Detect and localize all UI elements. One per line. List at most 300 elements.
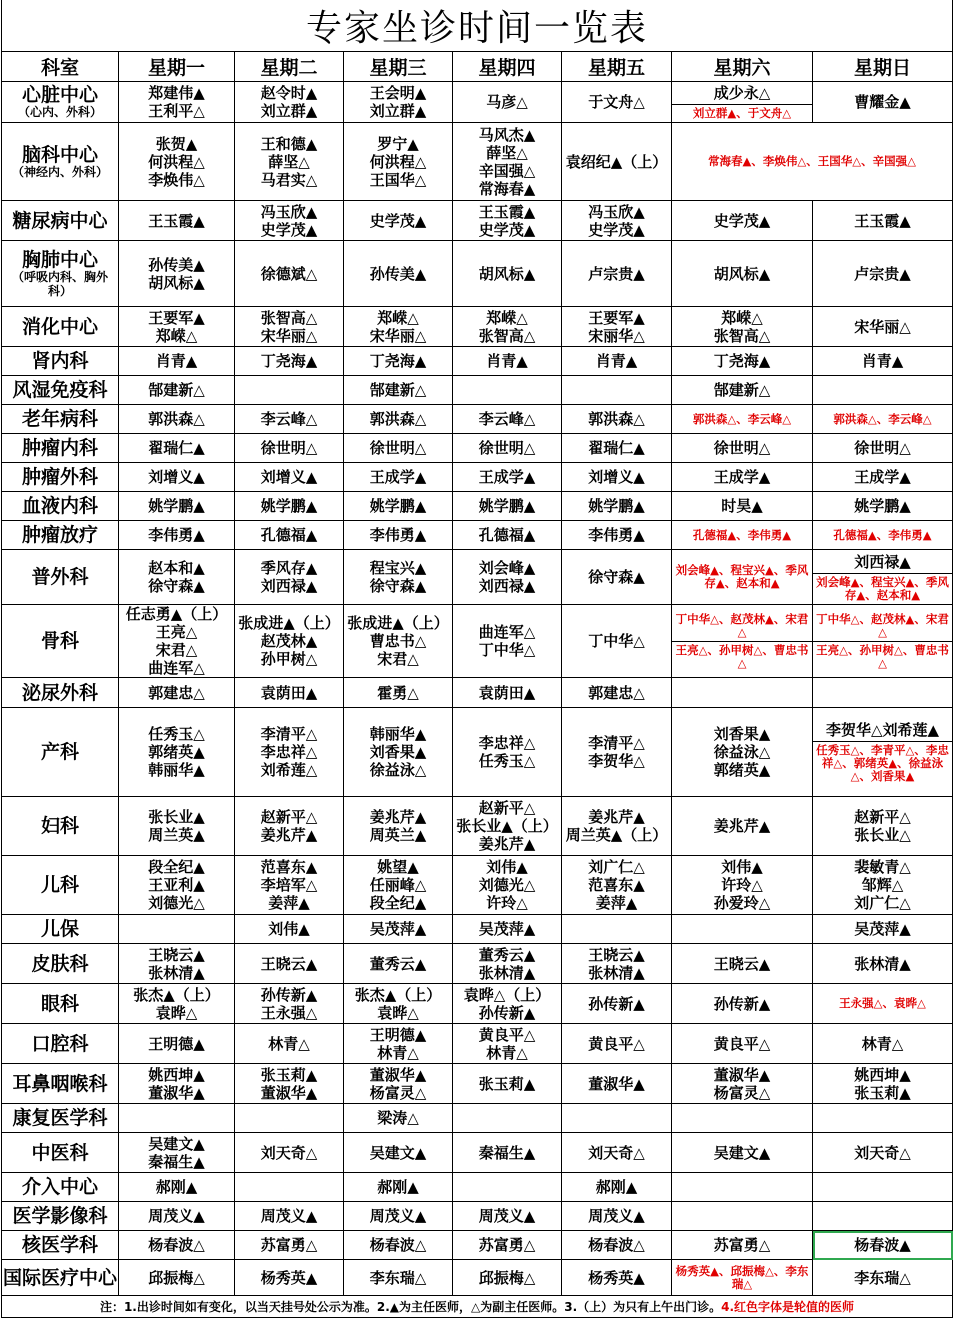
day-cell bbox=[235, 201, 344, 241]
doctor-name: 王成学▲ bbox=[369, 468, 427, 486]
doctor-name: 李东瑞△ bbox=[854, 1268, 911, 1287]
doctor-name: 李云峰△ bbox=[478, 410, 536, 428]
day-cell bbox=[672, 123, 953, 201]
doctor-name: 张林清▲ bbox=[478, 963, 536, 982]
day-cell bbox=[119, 201, 235, 241]
day-cell bbox=[344, 1202, 453, 1231]
day-cell bbox=[453, 307, 562, 347]
day-cell bbox=[453, 434, 562, 463]
doctor-name: 刘天奇△ bbox=[854, 1143, 911, 1162]
doctor-name: 杨秀英▲、邱振梅△、李东瑞△ bbox=[675, 1263, 809, 1291]
schedule-row bbox=[2, 1024, 953, 1064]
schedule-row bbox=[2, 984, 953, 1024]
doctor-name: 于文舟△ bbox=[588, 93, 645, 111]
doctor-name: 袁晔△ bbox=[377, 1003, 419, 1022]
doctor-name: 丁中华△ bbox=[588, 632, 645, 650]
day-cell bbox=[672, 434, 813, 463]
day-cell bbox=[344, 376, 453, 405]
doctor-name: 周兰英▲ bbox=[148, 826, 205, 844]
doctor-name: 梁涛△ bbox=[377, 1109, 419, 1127]
schedule-row bbox=[2, 1064, 953, 1104]
doctor-name: 黄良平△ bbox=[478, 1025, 536, 1044]
doctor-name: 冯玉欣▲ bbox=[260, 202, 318, 221]
doctor-name: 郭建忠△ bbox=[148, 683, 205, 702]
doctor-name: 邱振梅△ bbox=[478, 1268, 536, 1287]
department-subtitle: （心内、外科） bbox=[17, 105, 102, 119]
doctor-name: 郭洪森△ bbox=[369, 410, 427, 428]
day-cell bbox=[453, 123, 562, 201]
department-cell bbox=[2, 463, 119, 492]
doctor-name: 刘德光△ bbox=[478, 876, 536, 894]
doctor-name: 姚西坤▲ bbox=[148, 1065, 205, 1084]
doctor-name: 史学茂▲ bbox=[478, 220, 536, 239]
doctor-name: 刘广仁△ bbox=[854, 894, 911, 912]
day-cell bbox=[813, 241, 953, 307]
day-cell bbox=[235, 856, 344, 915]
doctor-name: 张长业▲（上） bbox=[456, 817, 558, 835]
doctor-name: 孙传美▲ bbox=[369, 264, 427, 283]
doctor-name: 王成学▲ bbox=[854, 468, 911, 486]
day-cell bbox=[672, 1104, 813, 1133]
day-cell bbox=[672, 984, 813, 1024]
doctor-name: 王亮△、孙甲树△、曹忠书△ bbox=[816, 642, 949, 670]
doctor-name: 王和德▲ bbox=[260, 134, 318, 153]
doctor-name: 薛坚△ bbox=[268, 152, 310, 171]
day-cell bbox=[453, 241, 562, 307]
department-cell bbox=[2, 123, 119, 201]
day-cell bbox=[672, 201, 813, 241]
department-cell bbox=[2, 1260, 119, 1296]
day-cell bbox=[119, 984, 235, 1024]
doctor-name: 孙传新▲ bbox=[713, 994, 771, 1013]
doctor-name: 姚学鹏▲ bbox=[588, 497, 645, 515]
schedule-row bbox=[2, 82, 953, 123]
day-cell bbox=[344, 797, 453, 856]
day-cell bbox=[453, 405, 562, 434]
doctor-name: 李东瑞△ bbox=[369, 1268, 427, 1287]
doctor-name: 丁中华△、赵茂林▲、宋君△ bbox=[816, 611, 949, 639]
day-cell bbox=[235, 434, 344, 463]
day-cell bbox=[235, 984, 344, 1024]
doctor-name: 程宝兴▲ bbox=[369, 559, 427, 577]
department-cell bbox=[2, 405, 119, 434]
department-name: 骨科 bbox=[40, 630, 79, 652]
doctor-name: 孙甲树△ bbox=[260, 650, 318, 668]
department-name: 产科 bbox=[40, 741, 79, 763]
department-cell bbox=[2, 1202, 119, 1231]
doctor-name: 卢宗贵▲ bbox=[588, 264, 645, 283]
doctor-name: 李培军△ bbox=[260, 876, 318, 894]
doctor-name: 周茂义▲ bbox=[260, 1207, 318, 1225]
day-cell bbox=[344, 856, 453, 915]
department-name: 脑科中心 bbox=[21, 143, 98, 166]
day-cell bbox=[453, 521, 562, 550]
doctor-name: 郜建新△ bbox=[369, 381, 427, 399]
doctor-name: 肖青▲ bbox=[155, 352, 198, 370]
doctor-name: 刘增义▲ bbox=[148, 468, 205, 486]
doctor-name: 丁尧海▲ bbox=[260, 352, 318, 370]
doctor-name: 肖青▲ bbox=[861, 352, 904, 370]
doctor-name: 宋华丽△ bbox=[854, 317, 911, 336]
schedule-row bbox=[2, 123, 953, 201]
department-name: 心脏中心 bbox=[21, 84, 98, 106]
doctor-name: 姜兆芹▲ bbox=[478, 835, 536, 853]
doctor-name: 赵令时▲ bbox=[260, 84, 318, 102]
doctor-name: 季风存▲ bbox=[260, 559, 318, 577]
doctor-name: 李贺华△ bbox=[588, 752, 645, 770]
doctor-name: 周茂义▲ bbox=[148, 1207, 205, 1225]
doctor-name: 刘西禄▲ bbox=[260, 577, 318, 595]
day-cell bbox=[119, 856, 235, 915]
day-cell bbox=[453, 984, 562, 1024]
day-cell bbox=[344, 915, 453, 944]
doctor-name: 徐德斌△ bbox=[260, 264, 318, 283]
doctor-name: 翟瑞仁▲ bbox=[588, 439, 645, 457]
day-cell bbox=[344, 1173, 453, 1202]
department-name: 胸肺中心 bbox=[21, 248, 98, 271]
day-cell bbox=[813, 550, 953, 605]
department-name: 核医学科 bbox=[21, 1234, 98, 1256]
doctor-name: 成少永△ bbox=[713, 84, 771, 102]
day-cell bbox=[344, 463, 453, 492]
doctor-name: 王晓云▲ bbox=[713, 954, 771, 973]
day-cell bbox=[562, 434, 672, 463]
schedule-row bbox=[2, 605, 953, 678]
day-cell bbox=[672, 521, 813, 550]
doctor-name: 徐世明△ bbox=[369, 439, 427, 457]
schedule-row bbox=[2, 1202, 953, 1231]
doctor-name: 苏富勇△ bbox=[713, 1236, 771, 1254]
day-cell bbox=[119, 1064, 235, 1104]
department-cell bbox=[2, 492, 119, 521]
day-cell bbox=[672, 1133, 813, 1173]
doctor-name: 姚学鹏▲ bbox=[260, 497, 318, 515]
doctor-name: 林青△ bbox=[268, 1034, 310, 1053]
day-cell bbox=[235, 241, 344, 307]
day-cell bbox=[235, 521, 344, 550]
department-cell bbox=[2, 1231, 119, 1260]
doctor-name: 姜萍▲ bbox=[268, 894, 310, 912]
day-cell bbox=[672, 944, 813, 984]
doctor-name: 丁尧海▲ bbox=[713, 352, 771, 370]
day-cell bbox=[235, 376, 344, 405]
doctor-name: 李忠祥△ bbox=[478, 734, 536, 752]
department-name: 中医科 bbox=[31, 1141, 89, 1164]
day-cell bbox=[119, 708, 235, 797]
doctor-name: 郭洪森△、李云峰△ bbox=[692, 411, 792, 426]
day-cell bbox=[672, 1260, 813, 1296]
day-cell bbox=[344, 492, 453, 521]
day-cell bbox=[453, 550, 562, 605]
doctor-name: 王永强△、袁晔△ bbox=[839, 996, 926, 1010]
department-name: 血液内科 bbox=[21, 495, 98, 517]
header-day: 星期一 bbox=[119, 52, 235, 82]
day-cell bbox=[235, 1173, 344, 1202]
day-cell bbox=[813, 1133, 953, 1173]
doctor-name: 徐世明△ bbox=[854, 439, 911, 457]
department-cell bbox=[2, 1133, 119, 1173]
doctor-name: 徐世明△ bbox=[260, 439, 318, 457]
doctor-name: 徐世明△ bbox=[478, 439, 536, 457]
doctor-name: 李忠祥△ bbox=[260, 743, 318, 761]
day-cell bbox=[562, 241, 672, 307]
doctor-name: 黄良平△ bbox=[713, 1034, 771, 1053]
doctor-name: 袁荫田▲ bbox=[478, 683, 536, 702]
doctor-name: 孔德福▲、李伟勇▲ bbox=[833, 527, 932, 542]
day-cell bbox=[562, 492, 672, 521]
department-name: 风湿免疫科 bbox=[12, 379, 108, 401]
doctor-name: 孙传新▲ bbox=[588, 994, 645, 1013]
schedule-row bbox=[2, 1173, 953, 1202]
doctor-name: 张林清▲ bbox=[854, 954, 911, 973]
doctor-name: 刘香果▲ bbox=[713, 725, 771, 743]
doctor-name: 徐益泳△ bbox=[713, 743, 771, 761]
department-cell bbox=[2, 241, 119, 307]
doctor-name: 杨秀英▲ bbox=[588, 1268, 645, 1287]
doctor-name: 徐守森▲ bbox=[148, 577, 205, 595]
doctor-name: 韩丽华▲ bbox=[369, 725, 427, 743]
doctor-name: 王玉霞▲ bbox=[148, 211, 205, 230]
day-cell bbox=[119, 434, 235, 463]
day-cell bbox=[672, 1064, 813, 1104]
doctor-name: 王利平△ bbox=[148, 102, 205, 120]
doctor-name: 刘立群▲ bbox=[260, 102, 318, 120]
doctor-name: 张成进▲（上） bbox=[238, 614, 340, 632]
doctor-name: 宋君△ bbox=[377, 650, 419, 668]
doctor-name: 张林清▲ bbox=[148, 963, 205, 982]
day-cell bbox=[562, 405, 672, 434]
doctor-name: 孙爱玲△ bbox=[713, 894, 771, 912]
day-cell bbox=[235, 944, 344, 984]
department-cell bbox=[2, 1064, 119, 1104]
doctor-name: 赵本和▲ bbox=[148, 559, 205, 577]
day-cell bbox=[344, 1024, 453, 1064]
doctor-name: 胡风标▲ bbox=[713, 264, 771, 283]
doctor-name: 刘伟▲ bbox=[721, 858, 763, 876]
doctor-name: 韩丽华▲ bbox=[148, 761, 205, 779]
day-cell bbox=[235, 82, 344, 123]
header-day: 星期二 bbox=[235, 52, 344, 82]
doctor-name: 张林清▲ bbox=[588, 963, 645, 982]
doctor-name: 胡风标▲ bbox=[478, 264, 536, 283]
doctor-name: 刘希莲△ bbox=[260, 761, 318, 779]
day-cell bbox=[813, 605, 953, 678]
day-cell bbox=[235, 678, 344, 708]
doctor-name: 孙传新▲ bbox=[260, 985, 318, 1004]
doctor-name: 罗宁▲ bbox=[377, 134, 419, 153]
doctor-name: 王晓云▲ bbox=[588, 945, 645, 964]
day-cell bbox=[235, 550, 344, 605]
doctor-name: 姜兆芹▲ bbox=[588, 808, 645, 826]
doctor-name: 郑嵘△ bbox=[377, 308, 419, 327]
doctor-name: 李云峰△ bbox=[260, 410, 318, 428]
day-cell bbox=[813, 434, 953, 463]
doctor-name: 李伟勇▲ bbox=[148, 526, 205, 544]
doctor-name: 郑建伟▲ bbox=[148, 84, 205, 102]
day-cell bbox=[562, 1202, 672, 1231]
doctor-name: 袁晔△（上） bbox=[463, 985, 551, 1004]
doctor-name: 王明德▲ bbox=[369, 1025, 427, 1044]
department-cell bbox=[2, 915, 119, 944]
day-cell bbox=[813, 1231, 953, 1260]
department-cell bbox=[2, 82, 119, 123]
day-cell bbox=[562, 1231, 672, 1260]
day-cell bbox=[562, 201, 672, 241]
day-cell bbox=[344, 1064, 453, 1104]
department-name: 妇科 bbox=[40, 815, 79, 837]
footnote bbox=[2, 1296, 953, 1318]
day-cell bbox=[344, 944, 453, 984]
day-cell bbox=[562, 1064, 672, 1104]
day-cell bbox=[453, 708, 562, 797]
doctor-name: 王晓云▲ bbox=[148, 945, 205, 964]
doctor-name: 刘会峰▲、程宝兴▲、季风存▲、赵本和▲ bbox=[816, 574, 949, 602]
doctor-name: 苏富勇△ bbox=[260, 1236, 318, 1254]
doctor-name: 刘会峰▲、程宝兴▲、季风存▲、赵本和▲ bbox=[675, 563, 809, 590]
doctor-name: 史学茂▲ bbox=[369, 211, 427, 230]
doctor-name: 孙传新▲ bbox=[478, 1003, 536, 1022]
doctor-name: 董淑华▲ bbox=[369, 1065, 427, 1084]
doctor-name: 刘天奇△ bbox=[588, 1143, 645, 1162]
schedule-row bbox=[2, 201, 953, 241]
doctor-name: 郭洪森△ bbox=[148, 410, 205, 428]
doctor-name: 曲连军△ bbox=[148, 659, 205, 677]
doctor-name: 刘天奇△ bbox=[260, 1143, 318, 1162]
day-cell bbox=[344, 405, 453, 434]
day-cell bbox=[235, 123, 344, 201]
doctor-name: 任秀玉△ bbox=[478, 752, 536, 770]
day-cell bbox=[813, 984, 953, 1024]
day-cell bbox=[344, 82, 453, 123]
day-cell bbox=[813, 1064, 953, 1104]
doctor-name: 吴茂萍▲ bbox=[854, 920, 911, 938]
schedule-row bbox=[2, 944, 953, 984]
doctor-name: 杨富灵△ bbox=[369, 1083, 427, 1102]
department-cell bbox=[2, 605, 119, 678]
doctor-name: 史学茂▲ bbox=[713, 211, 771, 230]
doctor-name: 刘立群▲ bbox=[369, 102, 427, 120]
day-cell bbox=[813, 463, 953, 492]
doctor-name: 张智高△ bbox=[260, 308, 318, 327]
doctor-name: 张杰▲（上） bbox=[354, 985, 442, 1004]
doctor-name: 杨秀英▲ bbox=[260, 1268, 318, 1287]
doctor-name: 常海春▲、李焕伟△、王国华△、辛国强△ bbox=[708, 154, 916, 168]
day-cell bbox=[453, 1024, 562, 1064]
department-name: 耳鼻咽喉科 bbox=[12, 1072, 108, 1095]
day-cell bbox=[672, 605, 813, 678]
department-name: 消化中心 bbox=[21, 315, 98, 338]
doctor-name: 郭建忠△ bbox=[588, 683, 645, 702]
department-name: 肿瘤放疗 bbox=[21, 524, 98, 546]
doctor-name: 何洪程△ bbox=[369, 152, 427, 171]
department-cell bbox=[2, 1173, 119, 1202]
schedule-row bbox=[2, 550, 953, 605]
doctor-name: 袁荫田▲ bbox=[260, 683, 318, 702]
doctor-name: 郜建新△ bbox=[713, 381, 771, 399]
doctor-name: 王玉霞▲ bbox=[478, 202, 536, 221]
doctor-name: 刘立群▲、于文舟△ bbox=[692, 106, 792, 120]
schedule-row bbox=[2, 1133, 953, 1173]
doctor-name: 杨春波△ bbox=[369, 1236, 427, 1254]
day-cell bbox=[235, 1064, 344, 1104]
day-cell bbox=[562, 915, 672, 944]
day-cell bbox=[119, 1104, 235, 1133]
doctor-name: 姜萍▲ bbox=[595, 894, 638, 912]
day-cell bbox=[813, 376, 953, 405]
day-cell bbox=[453, 1260, 562, 1296]
day-cell bbox=[235, 708, 344, 797]
doctor-name: 丁中华△、赵茂林▲、宋君△ bbox=[675, 611, 809, 639]
day-cell bbox=[119, 347, 235, 376]
doctor-name: 杨富灵△ bbox=[713, 1083, 771, 1102]
doctor-name: 史学茂▲ bbox=[260, 220, 318, 239]
day-cell bbox=[813, 708, 953, 797]
schedule-row bbox=[2, 1231, 953, 1260]
day-cell bbox=[813, 201, 953, 241]
doctor-name: 董淑华▲ bbox=[148, 1083, 205, 1102]
day-cell bbox=[672, 1231, 813, 1260]
doctor-name: 姚学鹏▲ bbox=[369, 497, 427, 515]
department-name: 皮肤科 bbox=[31, 952, 89, 975]
doctor-name: 肖青▲ bbox=[486, 352, 528, 370]
doctor-name: 姚望▲ bbox=[377, 858, 419, 876]
day-cell bbox=[453, 1104, 562, 1133]
department-name: 肿瘤外科 bbox=[21, 466, 98, 488]
doctor-name: 曹耀金▲ bbox=[854, 93, 911, 111]
day-cell bbox=[235, 1133, 344, 1173]
header-day: 星期六 bbox=[672, 52, 813, 82]
day-cell bbox=[344, 984, 453, 1024]
day-cell bbox=[344, 550, 453, 605]
day-cell bbox=[235, 1202, 344, 1231]
day-cell bbox=[119, 376, 235, 405]
day-cell bbox=[672, 856, 813, 915]
department-name: 糖尿病中心 bbox=[12, 209, 108, 232]
day-cell bbox=[562, 1024, 672, 1064]
doctor-name: 冯玉欣▲ bbox=[588, 202, 645, 221]
doctor-name: 薛坚△ bbox=[486, 143, 528, 162]
day-cell bbox=[453, 1064, 562, 1104]
department-cell bbox=[2, 307, 119, 347]
day-cell bbox=[119, 1173, 235, 1202]
department-name: 医学影像科 bbox=[12, 1205, 108, 1227]
doctor-name: 李贺华△刘希莲▲ bbox=[825, 721, 940, 739]
day-cell bbox=[562, 984, 672, 1024]
schedule-row bbox=[2, 463, 953, 492]
doctor-name: 袁晔△ bbox=[155, 1003, 198, 1022]
day-cell bbox=[235, 797, 344, 856]
doctor-name: 董淑华▲ bbox=[260, 1083, 318, 1102]
doctor-name: 郭洪森△ bbox=[588, 410, 645, 428]
doctor-name: 刘西禄▲ bbox=[854, 552, 911, 571]
doctor-name: 周英兰▲ bbox=[369, 826, 427, 844]
schedule-row bbox=[2, 1104, 953, 1133]
header-day: 星期五 bbox=[562, 52, 672, 82]
department-name: 泌尿外科 bbox=[21, 681, 98, 704]
doctor-name: 姜兆芹▲ bbox=[713, 817, 771, 835]
department-cell bbox=[2, 550, 119, 605]
day-cell bbox=[235, 915, 344, 944]
day-cell bbox=[344, 434, 453, 463]
doctor-name: 姚学鹏▲ bbox=[854, 497, 911, 515]
day-cell bbox=[562, 1104, 672, 1133]
day-cell bbox=[453, 797, 562, 856]
schedule-row bbox=[2, 405, 953, 434]
doctor-name: 吴建文▲ bbox=[148, 1134, 205, 1153]
department-cell bbox=[2, 797, 119, 856]
doctor-name: 董淑华▲ bbox=[588, 1074, 645, 1093]
day-cell bbox=[672, 915, 813, 944]
